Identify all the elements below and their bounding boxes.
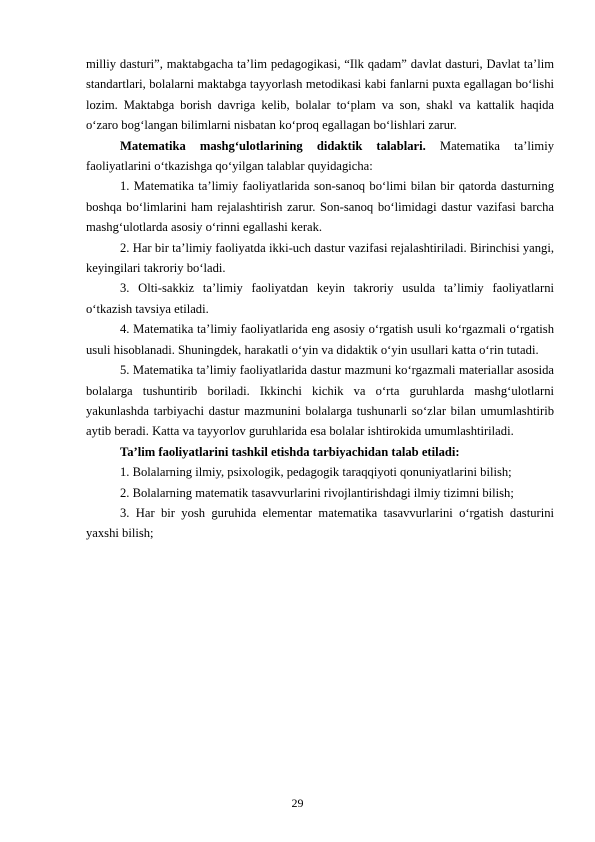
list-item-2: 2. Har bir ta’limiy faoliyatda ikki-uch dastur vazifasi rejalashtiriladi. Birinchisi yangi, keyingilari takroriy bo‘ladi. [86,240,554,276]
list-item-3: 3. Olti-sakkiz ta’limiy faoliyatdan keyin takroriy usulda ta’limiy faoliyatlarni o‘tkazish tavsiya etiladi. [86,281,554,316]
list-item-5: 5. Matematika ta’limiy faoliyatlarida dastur mazmuni ko‘rgazmali materiallar asosida bolalarga tushuntirib boriladi. Ikkinchi kichik va o‘rta guruhlarda mashg‘ulotlarni yakunlashda tarbiyachi dastur mazmunini bolalarga tushunarli so‘zlar bilan umumlashtirib aytib beradi. Katta va tayyorlov guruhlarida esa bolalar ishtirokida umumlashtiriladi. [86,363,554,439]
page-number: 29 [291,796,304,810]
paragraph-didactic-requirements [86,136,554,177]
requirement-item-2: 2. Bolalarning matematik tasavvurlarini rivojlantirishdagi ilmiy tizimni bilish; [120,485,514,500]
page-body [86,54,554,544]
paragraph-intro: milliy dasturi”, maktabgacha ta’lim pedagogikasi, “Ilk qadam” davlat dasturi, Davlat ta’lim standartlari, bolalarni maktabga tayyorlash metodikasi kabi fanlarni puxta egallagan bo‘lishi lozim. Maktabga borish davriga kelib, bolalar to‘plam va son, shakl va kattalik haqida o‘zaro bog‘langan bilimlarni nisbatan ko‘proq egallagan bo‘lishlari zarur. [86,57,554,133]
requirement-item-3: 3. Har bir yosh guruhida elementar matematika tasavvurlarini o‘rgatish dasturini yaxshi bilish; [86,505,554,541]
section-heading-didactic-text: Matematika ta’limiy faoliyatlarini o‘tkazishga qo‘yilgan talablar quyidagicha: [86,138,554,174]
section-heading-educator: Ta’lim faoliyatlarini tashkil etishda tarbiyachidan talab etiladi: [120,444,460,459]
list-item-4: 4. Matematika ta’limiy faoliyatlarida eng asosiy o‘rgatish usuli ko‘rgazmali o‘rgatish usuli hisoblanadi. Shuningdek, harakatli o‘yin va didaktik o‘yin usullari katta o‘rin tutadi. [86,322,554,357]
list-item-1: 1. Matematika ta’limiy faoliyatlarida son-sanoq bo‘limi bilan bir qatorda dasturning boshqa bo‘limlarini ham rejalashtirish zarur. Son-sanoq bo‘limidagi dastur vazifasi barcha mashg‘ulotlarda asosiy o‘rinni egallashi kerak. [86,179,554,235]
requirement-item-1: 1. Bolalarning ilmiy, psixologik, pedagogik taraqqiyoti qonuniyatlarini bilish; [120,465,512,480]
section-heading-didactic: Matematika mashg‘ulotlarining didaktik talablari. [120,138,426,153]
